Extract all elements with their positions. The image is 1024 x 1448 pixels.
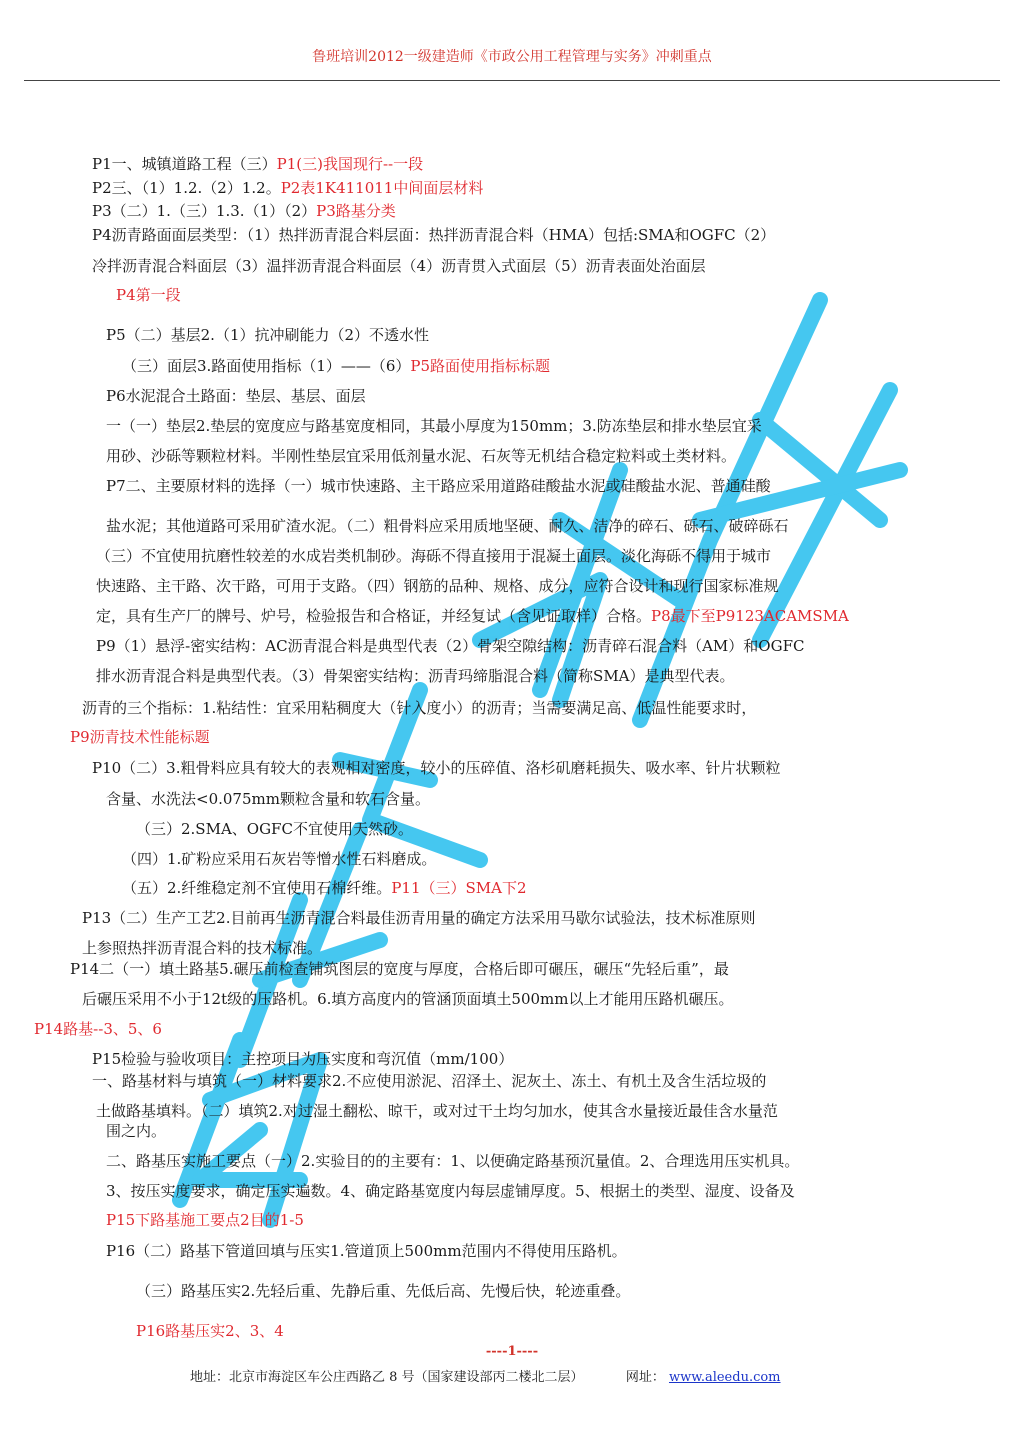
text-line: 一（一）垫层2.垫层的宽度应与路基宽度相同，其最小厚度为150mm；3.防冻垫层和排水垫层宜采 (106, 417, 762, 435)
text-line: 二、路基压实施工要点（一）2.实验目的的主要有：1、以便确定路基预沉量值。2、合理选用压实机具。 (106, 1152, 800, 1170)
page-number: ----1---- (485, 1344, 539, 1359)
header-rule (24, 80, 1000, 81)
text-line: （三）路基压实2.先轻后重、先静后重、先低后高、先慢后快，轮迹重叠。 (136, 1282, 631, 1300)
margin-note: P15下路基施工要点2目的1-5 (106, 1211, 304, 1229)
text-line: P6水泥混合土路面：垫层、基层、面层 (106, 387, 366, 405)
text-line: 冷拌沥青混合料面层（3）温拌沥青混合料面层（4）沥青贯入式面层（5）沥青表面处治面层 (92, 257, 706, 275)
text-line: 定，具有生产厂的牌号、炉号，检验报告和合格证，并经复试（含见证取样）合格。P8最下至P9123ACAMSMA (96, 607, 849, 625)
text-line: P15检验与验收项目：主控项目为压实度和弯沉值（mm/100） (92, 1050, 514, 1068)
footer (190, 1366, 781, 1385)
text-line: P9（1）悬浮-密实结构：AC沥青混合料是典型代表（2）骨架空隙结构：沥青碎石混合料（AM）和OGFC (96, 637, 805, 655)
margin-note: P14路基--3、5、6 (34, 1020, 162, 1038)
text-line: P2三、（1）1.2.（2）1.2。P2表1K411011中间面层材料 (92, 179, 484, 197)
margin-note: P9沥青技术性能标题 (70, 728, 210, 746)
text-line: 一、路基材料与填筑（一）材料要求2.不应使用淤泥、沼泽土、泥灰土、冻土、有机土及含生活垃圾的 (92, 1072, 767, 1090)
text-line: （三）不宜使用抗磨性较差的水成岩类机制砂。海砾不得直接用于混凝土面层。淡化海砾不得用于城市 (96, 547, 772, 565)
margin-note: P16路基压实2、3、4 (136, 1322, 284, 1340)
margin-note: P4第一段 (116, 286, 181, 304)
text-line: （五）2.纤维稳定剂不宜使用石棉纤维。P11（三）SMA下2 (122, 879, 527, 897)
text-line: 土做路基填料。（二）填筑2.对过湿土翻松、晾干，或对过干土均匀加水，使其含水量接近最佳含水量范 (96, 1102, 778, 1120)
text-line: P16（二）路基下管道回填与压实1.管道顶上500mm范围内不得使用压路机。 (106, 1242, 627, 1260)
text-line: P7二、主要原材料的选择（一）城市快速路、主干路应采用道路硅酸盐水泥或硅酸盐水泥、普通硅酸 (106, 477, 771, 495)
text-line: 排水沥青混合料是典型代表。（3）骨架密实结构：沥青玛缔脂混合料（简称SMA）是典型代表。 (96, 667, 735, 685)
text-line: 盐水泥；其他道路可采用矿渣水泥。（二）粗骨料应采用质地坚硬、耐久、洁净的碎石、砾石、破碎砾石 (106, 517, 789, 535)
text-line: 上参照热拌沥青混合料的技术标准。 (82, 939, 323, 957)
footer-site-label: 网址： (625, 1370, 665, 1385)
text-line: （四）1.矿粉应采用石灰岩等憎水性石料磨成。 (122, 850, 437, 868)
text-line: P1一、城镇道路工程（三）P1(三)我国现行--一段 (92, 155, 424, 173)
text-line: 3、按压实度要求，确定压实遍数。4、确定路基宽度内每层虚铺厚度。5、根据土的类型、湿度、设备及 (106, 1182, 795, 1200)
text-line: 沥青的三个指标：1.粘结性：宜采用粘稠度大（针入度小）的沥青；当需要满足高、低温性能要求时， (82, 699, 757, 717)
text-line: P13（二）生产工艺2.目前再生沥青混合料最佳沥青用量的确定方法采用马歇尔试验法，技术标准原则 (82, 909, 756, 927)
text-line: P5（二）基层2.（1）抗冲刷能力（2）不透水性 (106, 326, 430, 344)
text-line: P14二（一）填土路基5.碾压前检查铺筑图层的宽度与厚度，合格后即可碾压，碾压“先轻后重”，最 (70, 960, 729, 978)
text-line: 用砂、沙砾等颗粒材料。半刚性垫层宜采用低剂量水泥、石灰等无机结合稳定粒料或土类材料。 (106, 447, 737, 465)
text-line: 含量、水洗法<0.075mm颗粒含量和软石含量。 (106, 790, 430, 808)
text-line: 后碾压采用不小于12t级的压路机。6.填方高度内的管涵顶面填土500mm以上才能用压路机碾压。 (82, 990, 734, 1008)
text-line: P4沥青路面面层类型：（1）热拌沥青混合料层面：热拌沥青混合料（HMA）包括:SMA和OGFC（2） (92, 226, 776, 244)
text-line: P10（二）3.粗骨料应具有较大的表观相对密度，较小的压碎值、洛杉矶磨耗损失、吸水率、针片状颗粒 (92, 759, 781, 777)
text-line: （三）面层3.路面使用指标（1）——（6）P5路面使用指标标题 (122, 357, 551, 375)
text-line: （三）2.SMA、OGFC不宜使用天然砂。 (136, 820, 413, 838)
footer-site-link[interactable]: www.aleedu.com (668, 1370, 781, 1385)
text-line: P3（二）1.（三）1.3.（1）（2）P3路基分类 (92, 202, 396, 220)
footer-address: 地址：北京市海淀区车公庄西路乙 8 号（国家建设部丙二楼北二层） (190, 1370, 584, 1385)
text-line: 围之内。 (106, 1122, 167, 1140)
text-line: 快速路、主干路、次干路，可用于支路。（四）钢筋的品种、规格、成分，应符合设计和现行国家标准规 (96, 577, 779, 595)
page-header-title: 鲁班培训2012一级建造师《市政公用工程管理与实务》冲刺重点 (312, 49, 712, 65)
